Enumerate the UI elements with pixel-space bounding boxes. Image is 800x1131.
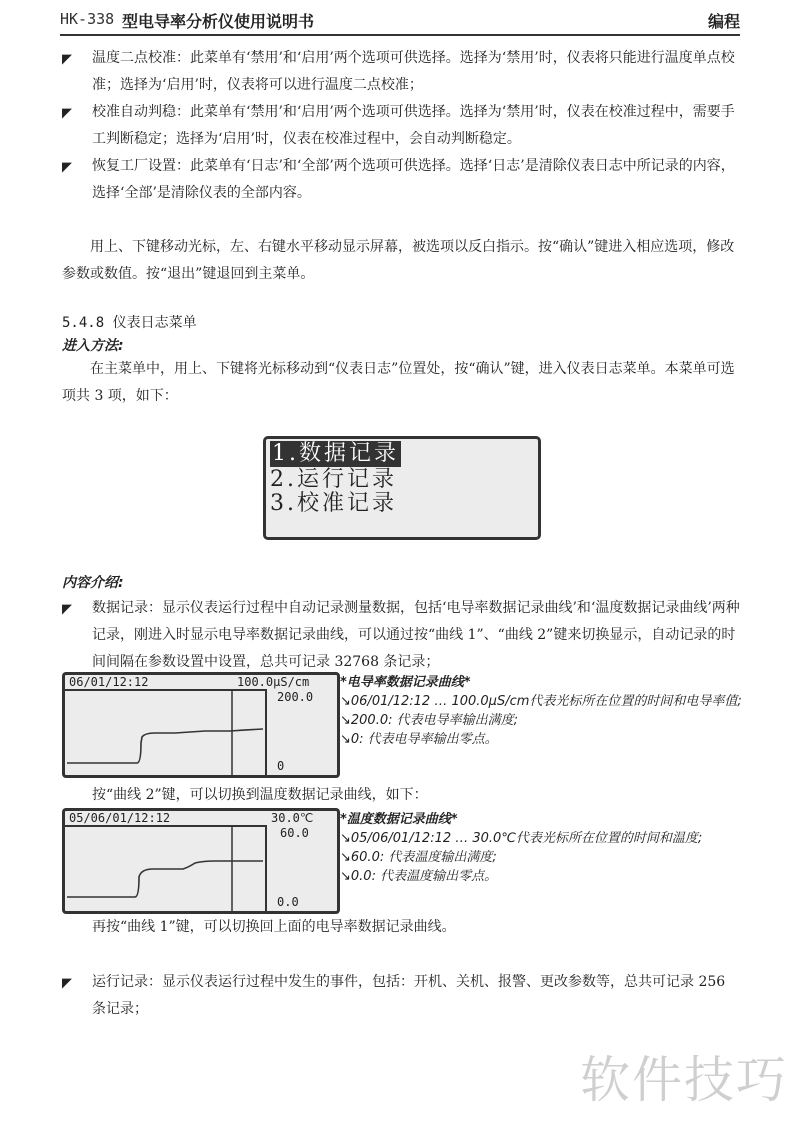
data-record-text: 数据记录：显示仪表运行过程中自动记录测量数据，包括‘电导率数据记录曲线’和‘温度数据记录曲线’两种记录，刚进入时显示电导率数据记录曲线，可以通过按“曲线 1”、“曲线 2”键来切换显示，自动记录的时间间隔在参数设置中设置，总共可记录 32768 条记录； (92, 600, 740, 670)
header-title: 型电导率分析仪使用说明书 (122, 12, 315, 31)
enter-paragraph: 在主菜单中，用上、下键将光标移动到“仪表日志”位置处，按“确认”键，进入仪表日志菜单。本菜单可选项共 3 项，如下： (62, 361, 735, 404)
switch-text-1: 按“曲线 2”键，可以切换到温度数据记录曲线，如下： (92, 787, 428, 803)
bullet-icon: ◤ (62, 52, 72, 67)
chart2-zero: 0.0 (277, 895, 299, 909)
bullet-temp-two-point: 温度二点校准：此菜单有‘禁用’和‘启用’两个选项可供选择。选择为‘禁用’时，仪表将只能进行温度单点校准；选择为‘启用’时，仪表将可以进行温度二点校准； (92, 50, 735, 93)
lcd-item-data-record[interactable]: 1.数据记录 (272, 441, 399, 466)
temperature-chart (62, 808, 340, 914)
chart1-reading: 100.0μS/cm (237, 675, 310, 689)
lcd-item-cal-record[interactable]: 3.校准记录 (270, 491, 397, 516)
chart2-note-line: ↘60.0: 代表温度输出满度; (340, 850, 497, 865)
content-heading: 内容介绍: (62, 575, 124, 591)
enter-heading: 进入方法: (62, 338, 124, 354)
bullet-icon: ◤ (62, 976, 72, 991)
chart1-note-title: *电导率数据记录曲线* (340, 675, 471, 690)
chart2-full-scale: 60.0 (280, 826, 309, 840)
chart2-note-line: ↘0.0: 代表温度输出零点。 (340, 869, 498, 884)
bullet-icon: ◤ (62, 160, 72, 175)
chart1-timestamp: 06/01/12:12 (69, 675, 149, 689)
header-model: HK-338 (60, 10, 115, 28)
page-header (60, 8, 740, 36)
chart2-timestamp: 05/06/01/12:12 (69, 811, 171, 825)
chart2-reading: 30.0℃ (271, 811, 314, 825)
chart2-note (340, 810, 750, 886)
bullet-icon: ◤ (62, 602, 72, 617)
nav-paragraph: 用上、下键移动光标，左、右键水平移动显示屏幕，被选项以反白指示。按“确认”键进入相应选项，修改参数或数值。按“退出”键退回到主菜单。 (62, 239, 735, 282)
watermark: 软件技巧 (580, 1051, 788, 1109)
header-section: 编程 (707, 12, 740, 31)
conductivity-chart (62, 672, 340, 778)
chart1-zero: 0 (277, 759, 285, 773)
bullet-icon: ◤ (62, 106, 72, 121)
chart1-note (340, 673, 750, 749)
section-heading: 5.4.8 仪表日志菜单 (62, 315, 197, 331)
chart1-note-line: ↘0: 代表电导率输出零点。 (340, 732, 498, 747)
bullet-factory-reset: 恢复工厂设置：此菜单有‘日志’和‘全部’两个选项可供选择。选择‘日志’是清除仪表日志中所记录的内容，选择‘全部’是清除仪表的全部内容。 (92, 158, 735, 201)
chart1-curve (65, 675, 337, 775)
chart1-note-line: ↘06/01/12:12 … 100.0μS/cm代表光标所在位置的时间和电导率值; (340, 694, 742, 709)
chart2-curve (65, 811, 337, 911)
chart2-note-line: ↘05/06/01/12:12 … 30.0℃代表光标所在位置的时间和温度; (340, 831, 703, 846)
switch-text-2: 再按“曲线 1”键，可以切换回上面的电导率数据记录曲线。 (92, 919, 456, 935)
chart2-note-title: *温度数据记录曲线* (340, 812, 458, 827)
chart1-full-scale: 200.0 (277, 690, 314, 704)
chart1-note-line: ↘200.0: 代表电导率输出满度; (340, 713, 519, 728)
bullet-auto-stable: 校准自动判稳：此菜单有‘禁用’和‘启用’两个选项可供选择。选择为‘禁用’时，仪表在校准过程中，需要手工判断稳定；选择为‘启用’时，仪表在校准过程中，会自动判断稳定。 (92, 104, 735, 147)
lcd-log-menu (263, 436, 541, 540)
lcd-item-run-record[interactable]: 2.运行记录 (270, 467, 397, 492)
run-record-text: 运行记录：显示仪表运行过程中发生的事件，包括：开机、关机、报警、更改参数等，总共可记录 256 条记录； (92, 974, 726, 1017)
